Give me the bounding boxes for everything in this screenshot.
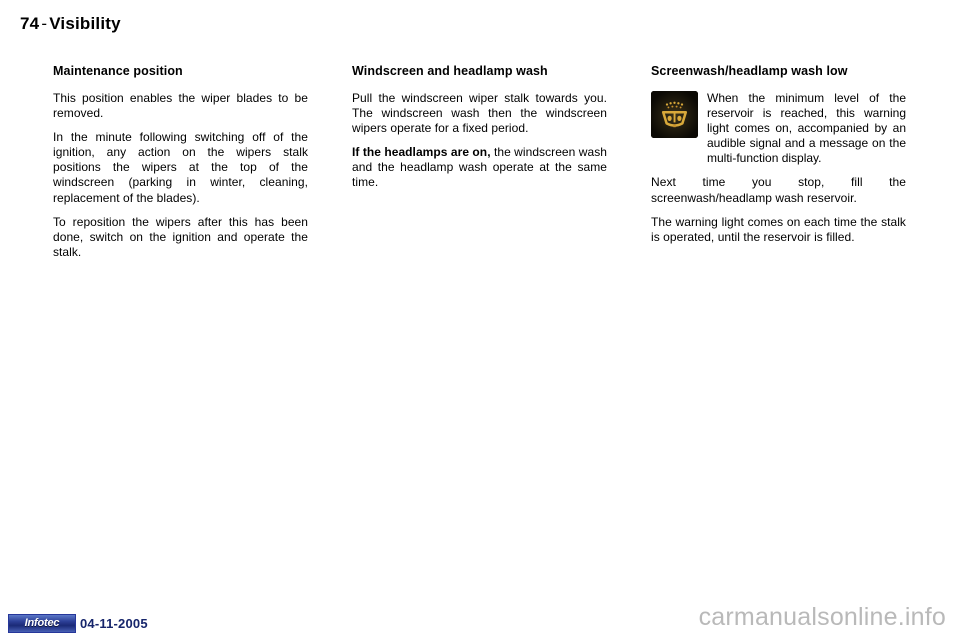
paragraph: Next time you stop, fill the screenwash/headlamp wash reservoir. [651,175,906,205]
section-title: Visibility [49,14,121,33]
page-header [20,14,121,34]
paragraph: In the minute following switching off of the ignition, any action on the wipers stalk positions the wipers at the top of the windscreen (parking in winter, cleaning, replacement of the blades). [53,129,308,205]
infotec-logo [8,614,76,633]
warning-light-description: When the minimum level of the reservoir is reached, this warning light comes on, accompanied by an audible signal and a message on the multi-function display. [707,90,906,166]
site-watermark: carmanualsonline.info [698,603,946,631]
warning-light-block [651,91,906,167]
infotec-logo-text: Infotec [24,617,60,629]
bold-lead-in: If the headlamps are on, [352,145,491,160]
column-screenwash-headlamp-wash-low [651,64,906,260]
column-heading: Maintenance position [53,64,183,78]
paragraph: The warning light comes on each time the stalk is operated, until the reservoir is filled. [651,214,906,244]
footer-date: 04-11-2005 [80,616,148,631]
page-footer [8,614,148,633]
content-columns [53,64,907,260]
column-maintenance-position [53,64,308,260]
bold-lead-rest: the windscreen wash and the headlamp wash operate at the same time. [352,145,607,190]
screenwash-warning-light-icon [651,91,698,138]
paragraph-with-bold-lead [352,145,607,191]
column-heading: Windscreen and headlamp wash [352,64,548,78]
column-heading: Screenwash/headlamp wash low [651,64,848,78]
paragraph: Pull the windscreen wiper stalk towards you. The windscreen wash then the windscreen wipers operate for a fixed period. [352,90,607,135]
column-windscreen-headlamp-wash [352,64,607,260]
paragraph: This position enables the wiper blades to be removed. [53,90,308,120]
paragraph: To reposition the wipers after this has been done, switch on the ignition and operate the stalk. [53,214,308,260]
header-separator: - [41,14,48,33]
page-number: 74 [20,14,40,33]
